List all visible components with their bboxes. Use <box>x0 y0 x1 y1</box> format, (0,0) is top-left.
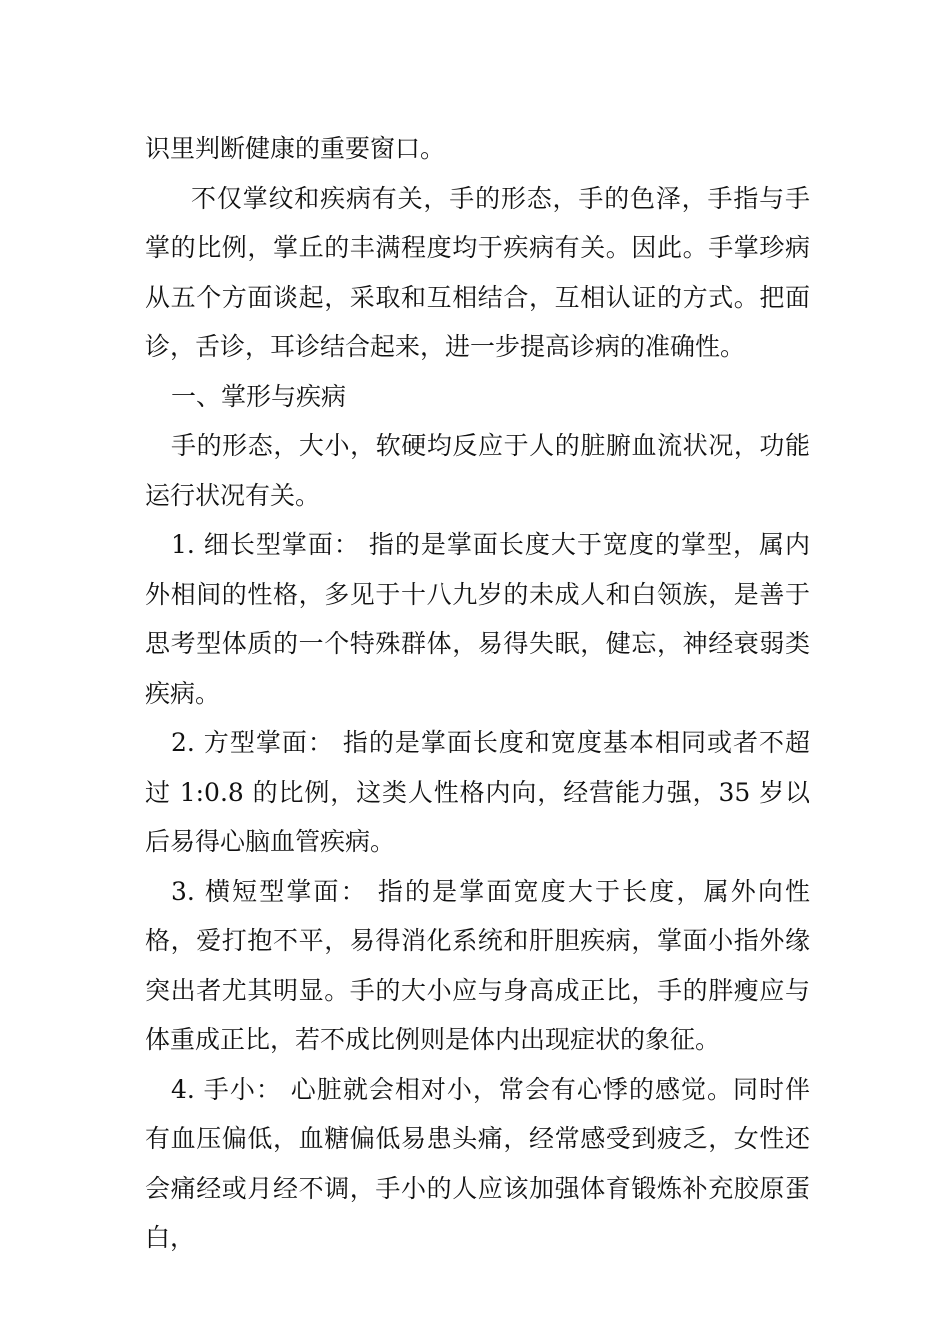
list-item-slender-palm: 1. 细长型掌面： 指的是掌面长度大于宽度的掌型，属内外相间的性格，多见于十八九岁的未成人和白领族，是善于思考型体质的一个特殊群体，易得失眠，健忘，神经衰弱类疾病。 <box>145 530 810 708</box>
paragraph-intro: 不仅掌纹和疾病有关，手的形态，手的色泽，手指与手掌的比例，掌丘的丰满程度均于疾病有关。因此。手掌珍病从五个方面谈起，采取和互相结合，互相认证的方式。把面诊，舌诊，耳诊结合起来，进一步提高诊病的准确性。 <box>145 183 810 361</box>
list-item-square-palm: 2. 方型掌面： 指的是掌面长度和宽度基本相同或者不超过 1:0.8 的比例，这类人性格内向，经营能力强，35 岁以后易得心脑血管疾病。 <box>145 728 810 856</box>
list-item-small-hand: 4. 手小： 心脏就会相对小，常会有心悸的感觉。同时伴有血压偏低，血糖偏低易患头痛，经常感受到疲乏，女性还会痛经或月经不调，手小的人应该加强体育锻炼补充胶原蛋白， <box>145 1074 810 1252</box>
list-item-short-wide-palm: 3. 横短型掌面： 指的是掌面宽度大于长度，属外向性格，爱打抱不平，易得消化系统和肝胆疾病，掌面小指外缘突出者尤其明显。手的大小应与身高成正比，手的胖瘦应与体重成正比，若不成比例则是体内出现症状的象征。 <box>145 876 810 1054</box>
document-body <box>145 124 810 1263</box>
section-heading: 一、掌形与疾病 <box>171 381 347 411</box>
paragraph-continuation: 识里判断健康的重要窗口。 <box>145 134 446 163</box>
paragraph-hand-shape: 手的形态，大小，软硬均反应于人的脏腑血流状况，功能运行状况有关。 <box>145 431 810 510</box>
